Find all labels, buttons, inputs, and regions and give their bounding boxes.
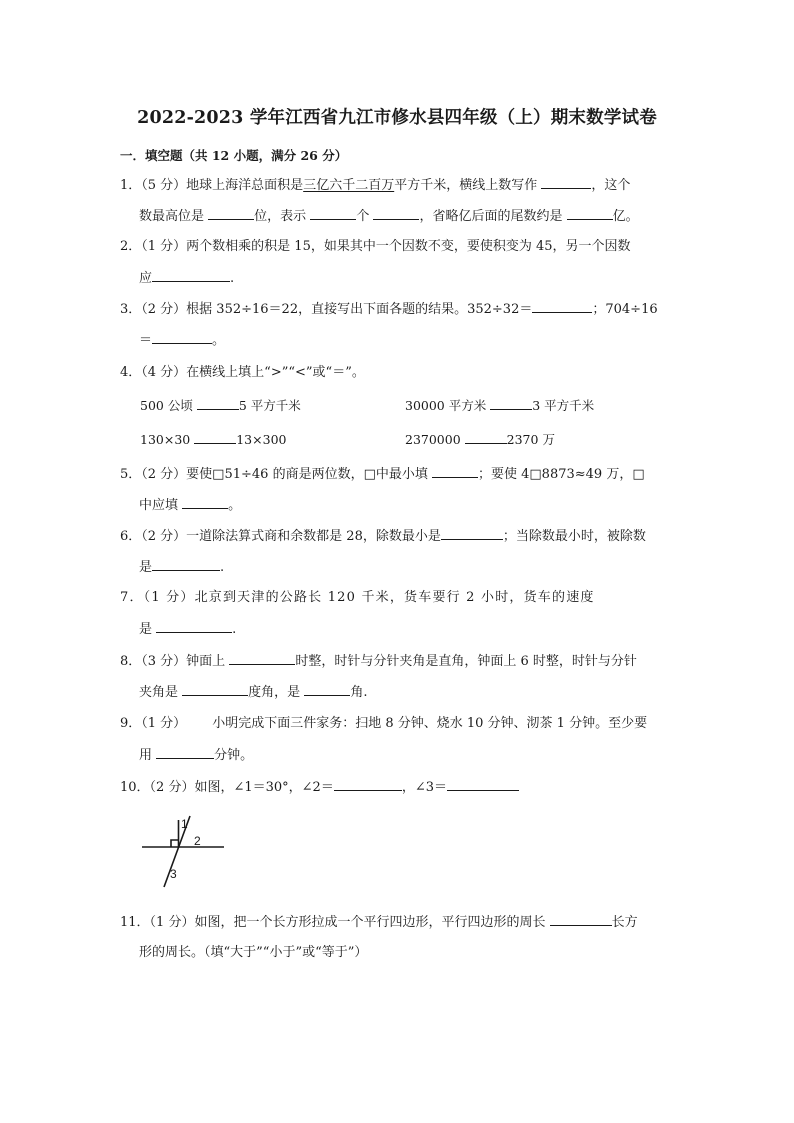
q6-text-c: 是 [139,560,153,575]
q5-text-b: ；要使 4□8873≈49 万，□ [478,467,645,482]
answer-blank[interactable] [447,778,519,791]
q10-text-b: ，∠3＝ [401,780,447,795]
answer-blank[interactable] [532,300,592,313]
q4-item-1 [140,397,301,415]
answer-blank[interactable] [194,431,236,444]
q3-text-a: 3．（2 分）根据 352÷16＝22，直接写出下面各题的结果。352÷32＝ [120,302,533,317]
q4-item-2 [405,397,594,415]
q10-text-a: 10．（2 分）如图，∠1＝30°，∠2＝ [120,780,334,795]
answer-blank[interactable] [541,176,591,189]
question-7-line-1: 7．（1 分）北京到天津的公路长 120 千米，货车要行 2 小时，货车的速度 [120,590,595,605]
q3-text-b: ；704÷16 [592,302,658,317]
answer-blank[interactable] [152,558,220,571]
q8-text-a: 8．（3 分）钟面上 [120,654,226,669]
q1-text-c: ，这个 [591,178,631,193]
question-5-line-2 [139,496,241,515]
q11-text-b: 长方 [611,915,638,930]
q7-text-b: 是 [139,622,153,637]
answer-blank[interactable] [441,527,503,540]
q5-text-a: 5．（2 分）要使□51÷46 的商是两位数，□中最小填 [120,467,428,482]
q4-item-2-left: 30000 平方米 [405,398,487,413]
right-angle-mark [171,840,179,847]
answer-blank[interactable] [182,496,228,509]
question-2-line-2 [139,269,234,288]
q1-text-a: 1．（5 分）地球上海洋总面积是 [120,178,304,193]
answer-blank[interactable] [208,207,254,220]
page-title: 2022-2023 学年江西省九江市修水县四年级（上）期末数学试卷 [137,108,657,128]
q4-item-3 [140,431,286,449]
q6-text-d: . [220,560,225,575]
answer-blank[interactable] [567,207,613,220]
q2-text-b: 应 [139,271,153,286]
q7-text-c: . [232,622,237,637]
q9-text-c: 用 [139,748,153,763]
q5-text-d: 。 [228,498,242,513]
answer-blank[interactable] [182,683,248,696]
q1-text-h: 亿。 [612,209,639,224]
question-6-line-2 [139,558,224,577]
question-11-line-2: 形的周长。（填“大于”“小于”或“等于”） [139,945,368,960]
question-1-line-2 [139,207,639,226]
answer-blank[interactable] [465,431,507,444]
q4-item-1-left: 500 公顷 [140,398,193,413]
q8-text-d: 度角，是 [248,685,301,700]
question-4-stem: 4．（4 分）在横线上填上“>”“<”或“＝”。 [120,365,365,380]
answer-blank[interactable] [550,913,612,926]
q6-text-b: ；当除数最小时，被除数 [502,529,646,544]
answer-blank[interactable] [304,683,350,696]
answer-blank[interactable] [152,269,230,282]
angle-label-1: 1 [181,817,188,831]
answer-blank[interactable] [156,620,232,633]
question-9-line-1 [120,715,647,733]
question-3-line-1 [120,300,658,319]
q1-text-d: 数最高位是 [139,209,205,224]
question-3-line-2 [139,331,225,350]
q1-text-b: 平方千米，横线上数写作 [394,178,538,193]
answer-blank[interactable] [432,465,478,478]
q4-item-3-right: 13×300 [236,432,287,447]
q5-text-c: 中应填 [139,498,179,513]
q9-text-b: 小明完成下面三件家务：扫地 8 分钟、烧水 10 分钟、沏茶 1 分钟。至少要 [212,716,648,731]
q4-item-2-right: 3 平方千米 [532,398,595,413]
q2-text-c: . [230,271,235,286]
q9-text-d: 分钟。 [214,748,254,763]
question-9-line-2 [139,746,253,765]
answer-blank[interactable] [197,397,239,410]
answer-blank[interactable] [229,652,295,665]
q8-text-e: 角. [350,685,368,700]
question-1-line-1 [120,176,630,195]
angle-label-3: 3 [170,867,177,881]
q4-item-4-right: 2370 万 [506,432,555,447]
answer-blank[interactable] [152,331,212,344]
answer-blank[interactable] [156,746,214,759]
q4-item-3-left: 130×30 [140,432,191,447]
q1-text-g: ，省略亿后面的尾数约是 [419,209,563,224]
q8-text-c: 夹角是 [139,685,179,700]
q3-text-d: 。 [212,333,226,348]
q1-text-f: 个 [356,209,370,224]
question-5-line-1 [120,465,645,484]
question-8-line-2 [139,683,367,702]
answer-blank[interactable] [334,778,402,791]
q3-text-c: ＝ [139,333,153,348]
question-7-line-2 [139,620,236,639]
angle-label-2: 2 [194,834,201,848]
question-2-line-1: 2．（1 分）两个数相乘的积是 15，如果其中一个因数不变，要使积变为 45，另一个因数 [120,239,631,254]
question-11-line-1 [120,913,638,932]
section-heading: 一．填空题（共 12 小题，满分 26 分） [120,148,348,163]
q4-item-1-right: 5 平方千米 [238,398,301,413]
q1-underlined-number: 三亿六千二百万 [303,178,395,193]
q11-text-a: 11．（1 分）如图，把一个长方形拉成一个平行四边形，平行四边形的周长 [120,915,546,930]
question-8-line-1 [120,652,637,671]
question-10-line-1 [120,778,519,797]
answer-blank[interactable] [310,207,356,220]
answer-blank[interactable] [490,397,532,410]
q4-item-4 [405,431,555,449]
q4-item-4-left: 2370000 [405,432,461,447]
q8-text-b: 时整，时针与分针夹角是直角，钟面上 6 时整，时针与分针 [295,654,637,669]
q6-text-a: 6．（2 分）一道除法算式商和余数都是 28，除数最小是 [120,529,441,544]
question-6-line-1 [120,527,646,546]
q1-text-e: 位，表示 [254,209,307,224]
angle-figure [138,812,232,892]
q9-text-a: 9．（1 分） [120,716,187,731]
answer-blank[interactable] [373,207,419,220]
